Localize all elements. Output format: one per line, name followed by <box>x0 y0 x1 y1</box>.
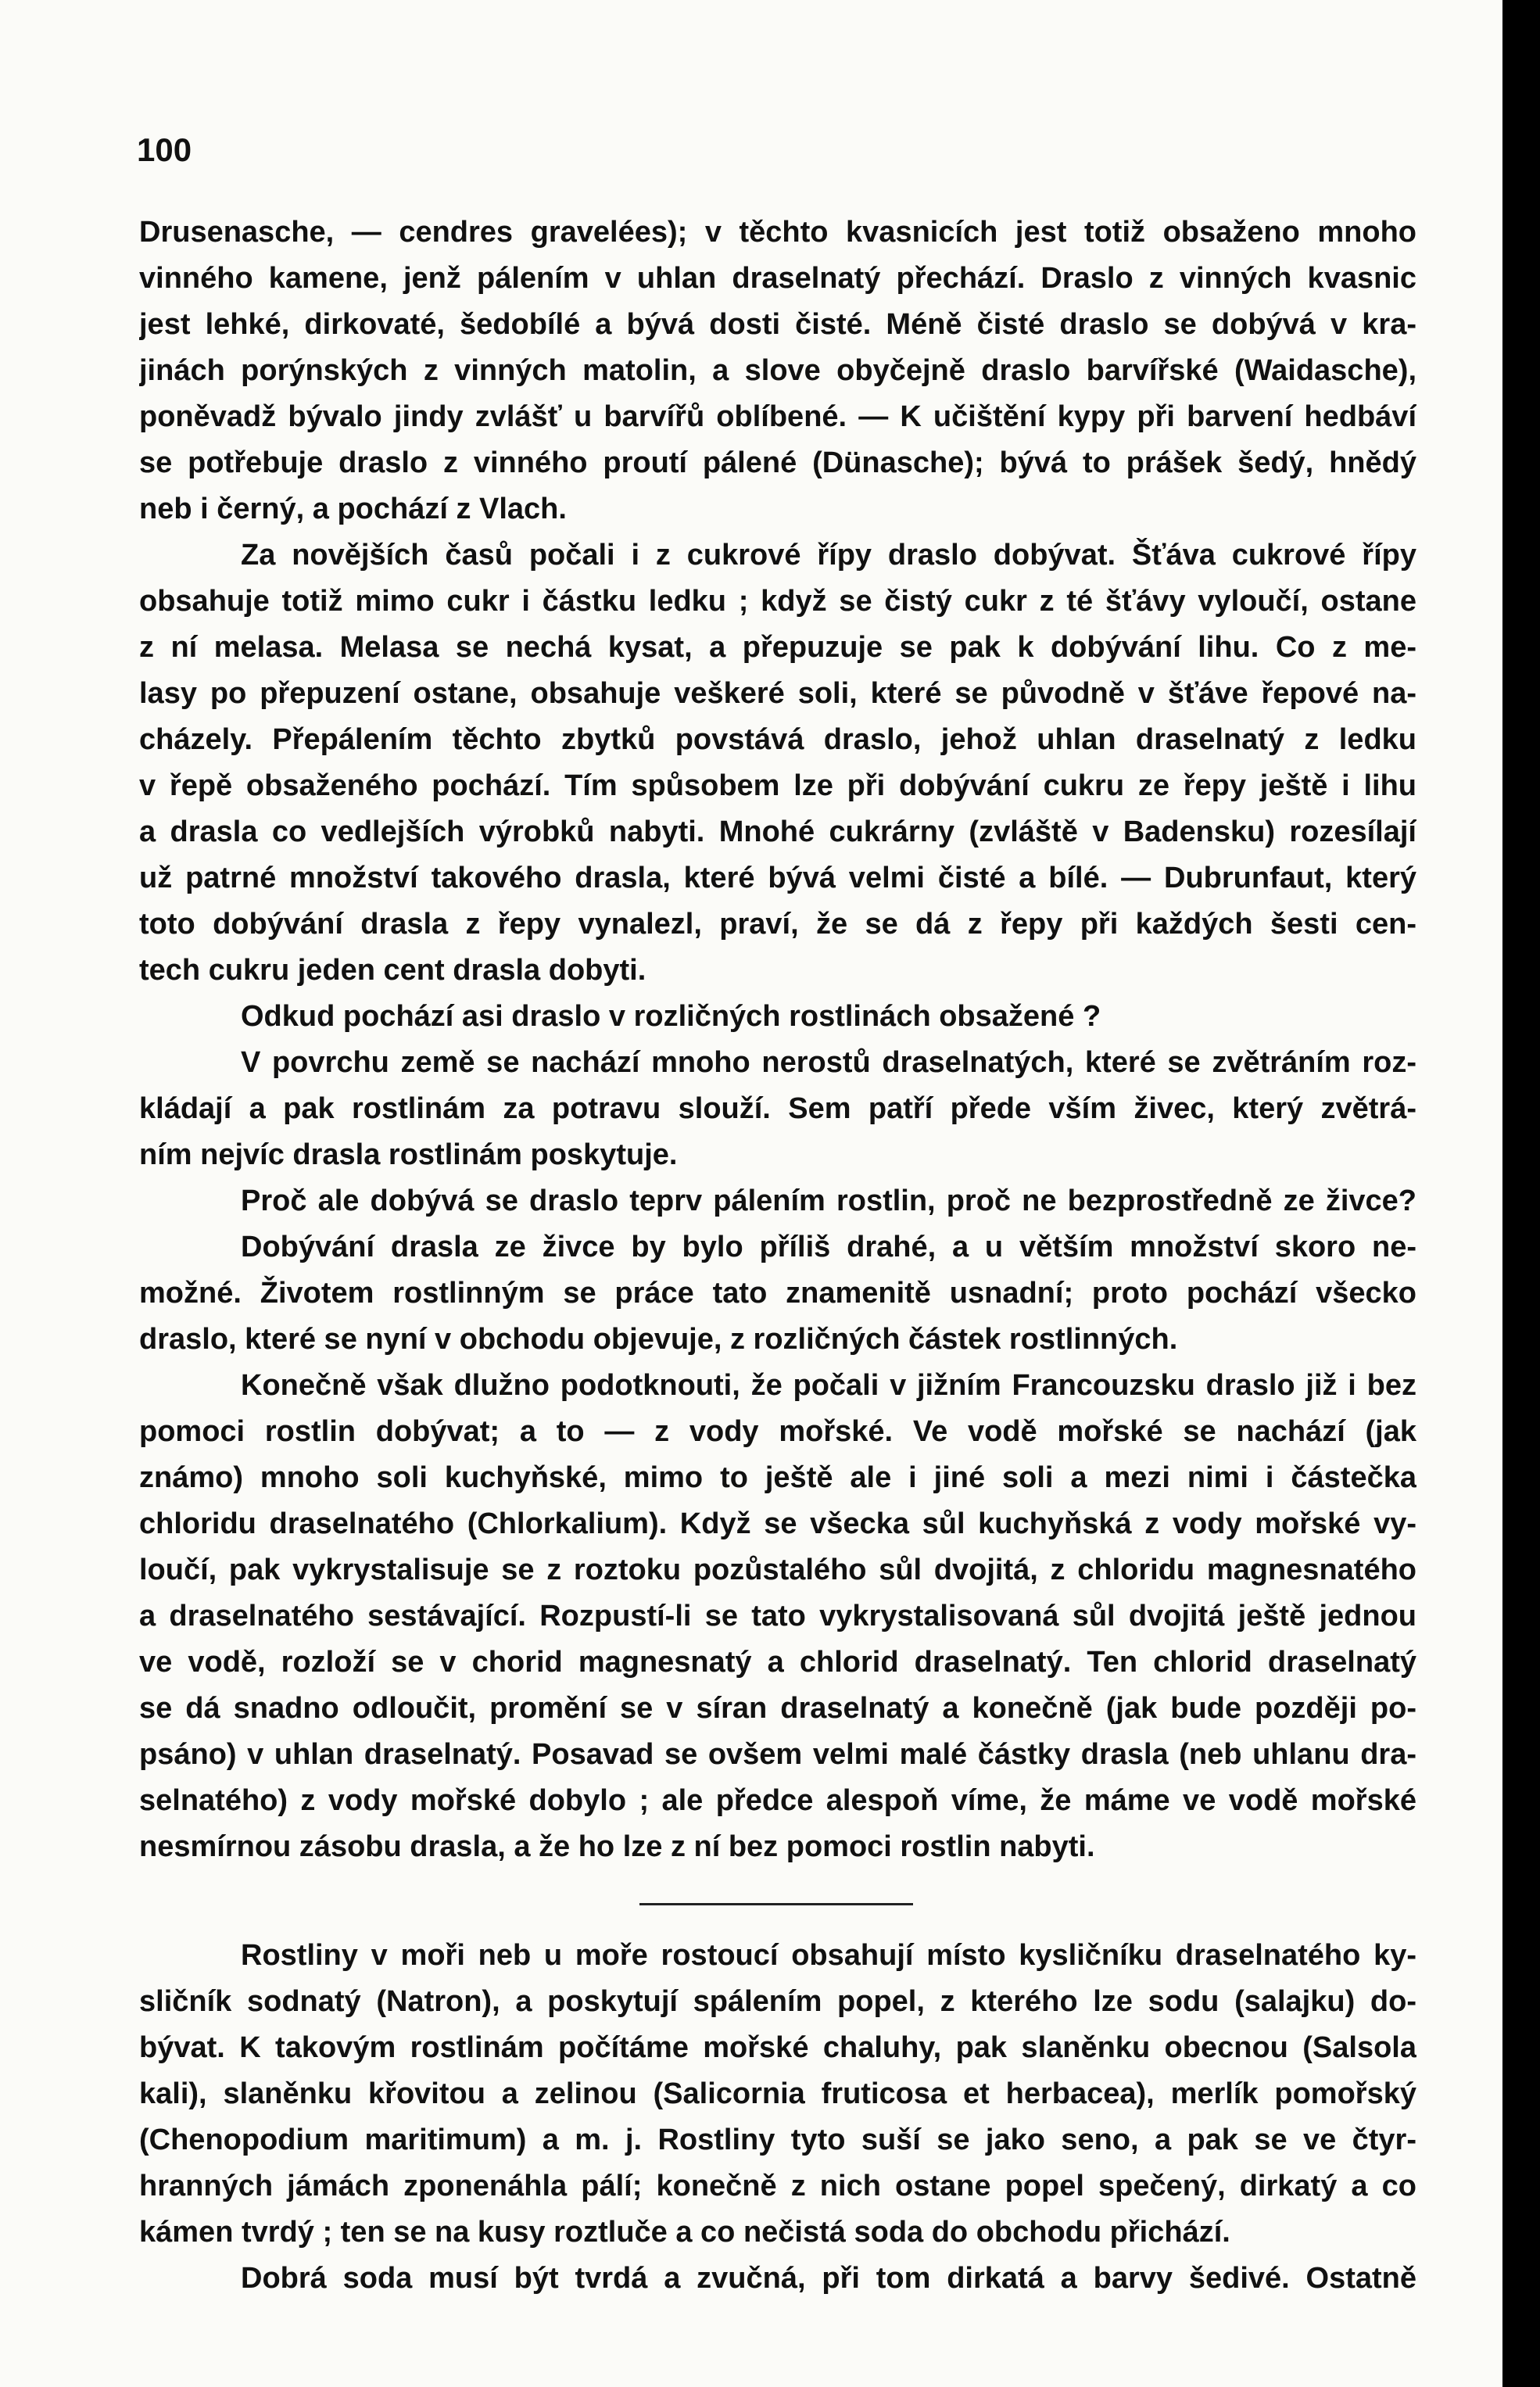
text-line: z ní melasa. Melasa se nechá kysat, a přepuzuje se pak k dobývání lihu. Co z me- <box>139 631 1416 664</box>
text-line: loučí, pak vykrystalisuje se z roztoku pozůstalého sůl dvojitá, z chloridu magnesnatého <box>139 1554 1416 1586</box>
text-line: kládají a pak rostlinám za potravu slouží. Sem patří přede vším živec, který zvětrá- <box>139 1092 1416 1125</box>
text-line: Drusenasche, — cendres gravelées); v těchto kvasnicích jest totiž obsaženo mnoho <box>139 216 1416 249</box>
separator-rule <box>639 1903 913 1905</box>
text-line: kali), slaněnku křovitou a zelinou (Salicornia fruticosa et herbacea), merlík pomořský <box>139 2077 1416 2110</box>
text-line: sličník sodnatý (Natron), a poskytují spálením popel, z kterého lze sodu (salajku) do- <box>139 1985 1416 2018</box>
text-line: ve vodě, rozloží se v chorid magnesnatý a chlorid draselnatý. Ten chlorid draselnatý <box>139 1646 1416 1679</box>
text-line: a draselnatého sestávající. Rozpustí-li se tato vykrystalisovaná sůl dvojitá ještě jednou <box>139 1600 1416 1633</box>
text-line: vinného kamene, jenž pálením v uhlan draselnatý přechází. Draslo z vinných kvasnic <box>139 262 1416 295</box>
text-line: Dobrá soda musí být tvrdá a zvučná, při tom dirkatá a barvy šedivé. Ostatně <box>241 2262 1416 2295</box>
page-number: 100 <box>137 131 192 168</box>
text-line: se dá snadno odloučit, promění se v síran draselnatý a konečně (jak bude později po- <box>139 1692 1416 1725</box>
text-line: poněvadž bývalo jindy zvlášť u barvířů oblíbené. — K učištění kypy při barvení hedbáví <box>139 400 1416 433</box>
separator-row <box>139 1870 1416 1933</box>
text-line: cházely. Přepálením těchto zbytků povstává draslo, jehož uhlan draselnatý z ledku <box>139 723 1416 756</box>
text-line: hranných jámách zponenáhla pálí; konečně z nich ostane popel spečený, dirkatý a co <box>139 2170 1416 2202</box>
text-line: se potřebuje draslo z vinného proutí pálené (Dünasche); bývá to prášek šedý, hnědý <box>139 446 1416 479</box>
text-line: Rostliny v moři neb u moře rostoucí obsahují místo kysličníku draselnatého ky- <box>241 1939 1416 1972</box>
text-line: neb i černý, a pochází z Vlach. <box>139 493 567 525</box>
text-line: kámen tvrdý ; ten se na kusy roztluče a co nečistá soda do obchodu přichází. <box>139 2216 1230 2249</box>
text-line: Konečně však dlužno podotknouti, že počali v jižním Francouzsku draslo již i bez <box>241 1369 1416 1402</box>
scan-border <box>1502 0 1540 2387</box>
text-line: (Chenopodium maritimum) a m. j. Rostliny tyto suší se jako seno, a pak se ve čtyr- <box>139 2124 1416 2156</box>
text-line: a drasla co vedlejších výrobků nabyti. Mnohé cukrárny (zvláště v Badensku) rozesílají <box>139 815 1416 848</box>
text-line: psáno) v uhlan draselnatý. Posavad se ovšem velmi malé částky drasla (neb uhlanu dra- <box>139 1738 1416 1771</box>
text-line: lasy po přepuzení ostane, obsahuje veškeré soli, které se původně v šťáve řepové na- <box>139 677 1416 710</box>
text-line: Proč ale dobývá se draslo teprv pálením rostlin, proč ne bezprostředně ze živce? <box>241 1185 1416 1217</box>
text-line: ním nejvíc drasla rostlinám poskytuje. <box>139 1138 678 1171</box>
text-line: Odkud pochází asi draslo v rozličných rostlinách obsažené ? <box>241 1000 1101 1033</box>
text-line: obsahuje totiž mimo cukr i částku ledku ; když se čistý cukr z té šťávy vyloučí, ostane <box>139 585 1416 618</box>
text-line: V povrchu země se nachází mnoho nerostů draselnatých, které se zvětráním roz- <box>241 1046 1416 1079</box>
text-line: jinách porýnských z vinných matolin, a slove obyčejně draslo barvířské (Waidasche), <box>139 354 1416 387</box>
text-line: chloridu draselnatého (Chlorkalium). Když se všecka sůl kuchyňská z vody mořské vy- <box>139 1507 1416 1540</box>
text-line: známo) mnoho soli kuchyňské, mimo to ještě ale i jiné soli a mezi nimi i částečka <box>139 1461 1416 1494</box>
text-line: draslo, které se nyní v obchodu objevuje, z rozličných částek rostlinných. <box>139 1323 1178 1356</box>
text-line: jest lehké, dirkovaté, šedobílé a bývá dosti čisté. Méně čisté draslo se dobývá v kra- <box>139 308 1416 341</box>
text-line: bývat. K takovým rostlinám počítáme mořské chaluhy, pak slaněnku obecnou (Salsola <box>139 2031 1416 2064</box>
text-line: v řepě obsaženého pochází. Tím spůsobem lze při dobývání cukru ze řepy ještě i lihu <box>139 769 1416 802</box>
text-line: Za novějších časů počali i z cukrové řípy draslo dobývat. Šťáva cukrové řípy <box>241 539 1416 572</box>
text-line: možné. Životem rostlinným se práce tato znamenitě usnadní; proto pochází všecko <box>139 1277 1416 1310</box>
text-line: pomoci rostlin dobývat; a to — z vody mořské. Ve vodě mořské se nachází (jak <box>139 1415 1416 1448</box>
body-text <box>139 210 1416 2302</box>
text-line: toto dobývání drasla z řepy vynalezl, praví, že se dá z řepy při každých šesti cen- <box>139 908 1416 941</box>
text-line: selnatého) z vody mořské dobylo ; ale předce alespoň víme, že máme ve vodě mořské <box>139 1784 1416 1817</box>
text-line: nesmírnou zásobu drasla, a že ho lze z ní bez pomoci rostlin nabyti. <box>139 1830 1095 1863</box>
text-line: tech cukru jeden cent drasla dobyti. <box>139 954 646 987</box>
text-line: už patrné množství takového drasla, které bývá velmi čisté a bílé. — Dubrunfaut, který <box>139 862 1416 894</box>
text-line: Dobývání drasla ze živce by bylo příliš drahé, a u větším množství skoro ne- <box>241 1231 1416 1263</box>
